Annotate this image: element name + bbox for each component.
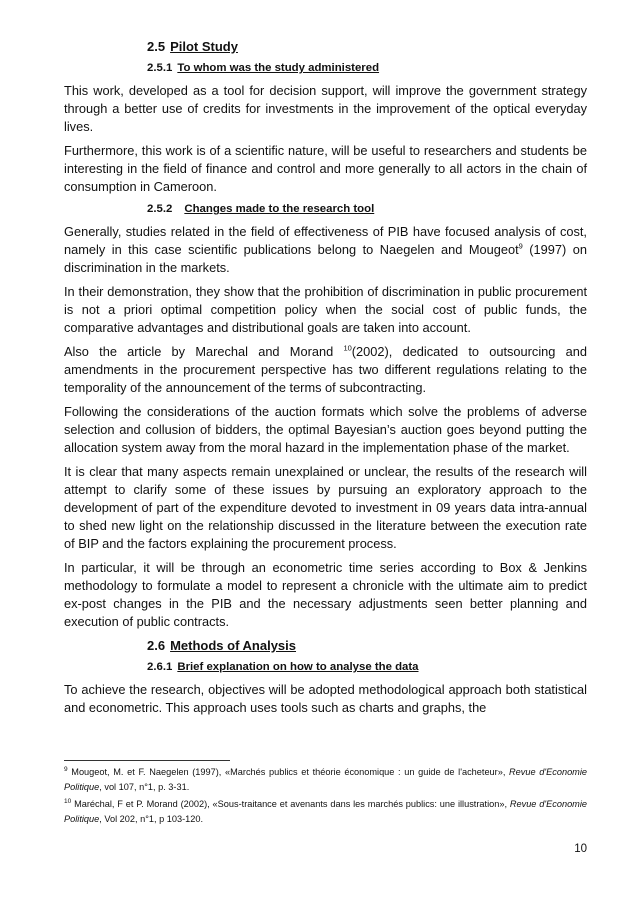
heading-2-5 <box>147 38 587 55</box>
heading-number: 2.5 <box>147 39 166 54</box>
paragraph-mougeot <box>64 223 587 277</box>
footnote-text: Maréchal, F et P. Morand (2002), «Sous-traitance et avenants dans les marchés publics: une illustration», <box>71 799 510 809</box>
footnotes <box>64 765 587 829</box>
footnote-journal: Revue d'Economie Politique <box>64 799 587 824</box>
paragraph-marechal <box>64 343 587 397</box>
heading-title: To whom was the study administered <box>177 62 380 74</box>
paragraph-methodological-approach: To achieve the research, objectives will be adopted methodological approach both statistical and econometric. This approach uses tools such as charts and graphs, the <box>64 682 587 715</box>
paragraph-demonstration: In their demonstration, they show that the prohibition of discrimination in public procurement is not a priori optimal competition policy when the social cost of public funds, the comparative advantages and distributional goals are taken into account. <box>64 284 587 335</box>
footnote-10 <box>64 797 587 827</box>
footnote-text: Mougeot, M. et F. Naegelen (1997), «Marchés publics et théorie économique : un guide de l'acheteur», <box>67 767 510 777</box>
footnote-9 <box>64 765 587 795</box>
paragraph-scientific-nature: Furthermore, this work is of a scientific nature, will be useful to researchers and students be interesting in the field of finance and control and more generally to all actors in the chain of consumption in Cameroon. <box>64 143 587 194</box>
heading-number: 2.5.2 <box>147 203 173 215</box>
paragraph-auction-formats: Following the considerations of the auction formats which solve the problems of adverse selection and collusion of bidders, the optimal Bayesian’s auction goes beyond putting the allocation system away from the moral hazard in the implementation phase of the market. <box>64 404 587 455</box>
footnote-separator <box>64 760 230 761</box>
heading-number: 2.6.1 <box>147 661 173 673</box>
paragraph-text: Also the article by Marechal and Morand <box>64 344 344 359</box>
heading-title: Pilot Study <box>170 39 238 54</box>
footnote-text: , vol 107, n°1, p. 3-31. <box>99 782 190 792</box>
heading-2-5-2 <box>147 202 587 217</box>
heading-2-5-1 <box>147 61 587 76</box>
footnote-journal: Revue d'Economie Politique <box>64 767 587 792</box>
heading-number: 2.6 <box>147 638 166 653</box>
footnote-ref-9[interactable]: 9 <box>518 241 523 251</box>
page-content <box>64 38 587 723</box>
paragraph-unexplained-aspects: It is clear that many aspects remain unexplained or unclear, the results of the research will attempt to clarify some of these issues by pursuing an exploratory approach to the development of part of the expenditure devoted to investment in 09 years data intra-annual to shed new light on the relationship discussed in the literature between the execution rate of BIP and the factors explaining the procurement process. <box>64 464 587 551</box>
heading-title: Brief explanation on how to analyse the data <box>177 661 419 673</box>
paragraph-box-jenkins: In particular, it will be through an econometric time series according to Box & Jenkins methodology to formulate a model to represent a chronicle with the ultimate aim to predict ex-post changes in the PIB and the necessary adjustments seen better planning and execution of public contracts. <box>64 560 587 629</box>
heading-title: Methods of Analysis <box>170 638 297 653</box>
paragraph-text: Generally, studies related in the field of effectiveness of PIB have focused analysis of cost, namely in this case scientific publications belong to Naegelen and Mougeot <box>64 224 587 257</box>
footnote-number: 9 <box>64 765 68 773</box>
paragraph-text: (1997) on discrimination in the markets. <box>64 242 587 275</box>
footnote-number: 10 <box>64 797 72 805</box>
heading-number: 2.5.1 <box>147 62 173 74</box>
paragraph-text: (2002), dedicated to outsourcing and amendments in the procurement perspective has two different regulations relating to the temporality of the announcement of the terms of subcontracting. <box>64 344 587 395</box>
heading-title: Changes made to the research tool <box>184 203 375 215</box>
heading-2-6-1 <box>147 660 587 675</box>
heading-2-6 <box>147 637 587 654</box>
paragraph-tool-decision-support: This work, developed as a tool for decision support, will improve the government strategy through a better use of credits for investments in the improvement of the optical everyday lives. <box>64 83 587 134</box>
page-number: 10 <box>574 843 587 855</box>
footnote-text: , Vol 202, n°1, p 103-120. <box>99 814 204 824</box>
footnote-ref-10[interactable]: 10 <box>343 343 352 353</box>
